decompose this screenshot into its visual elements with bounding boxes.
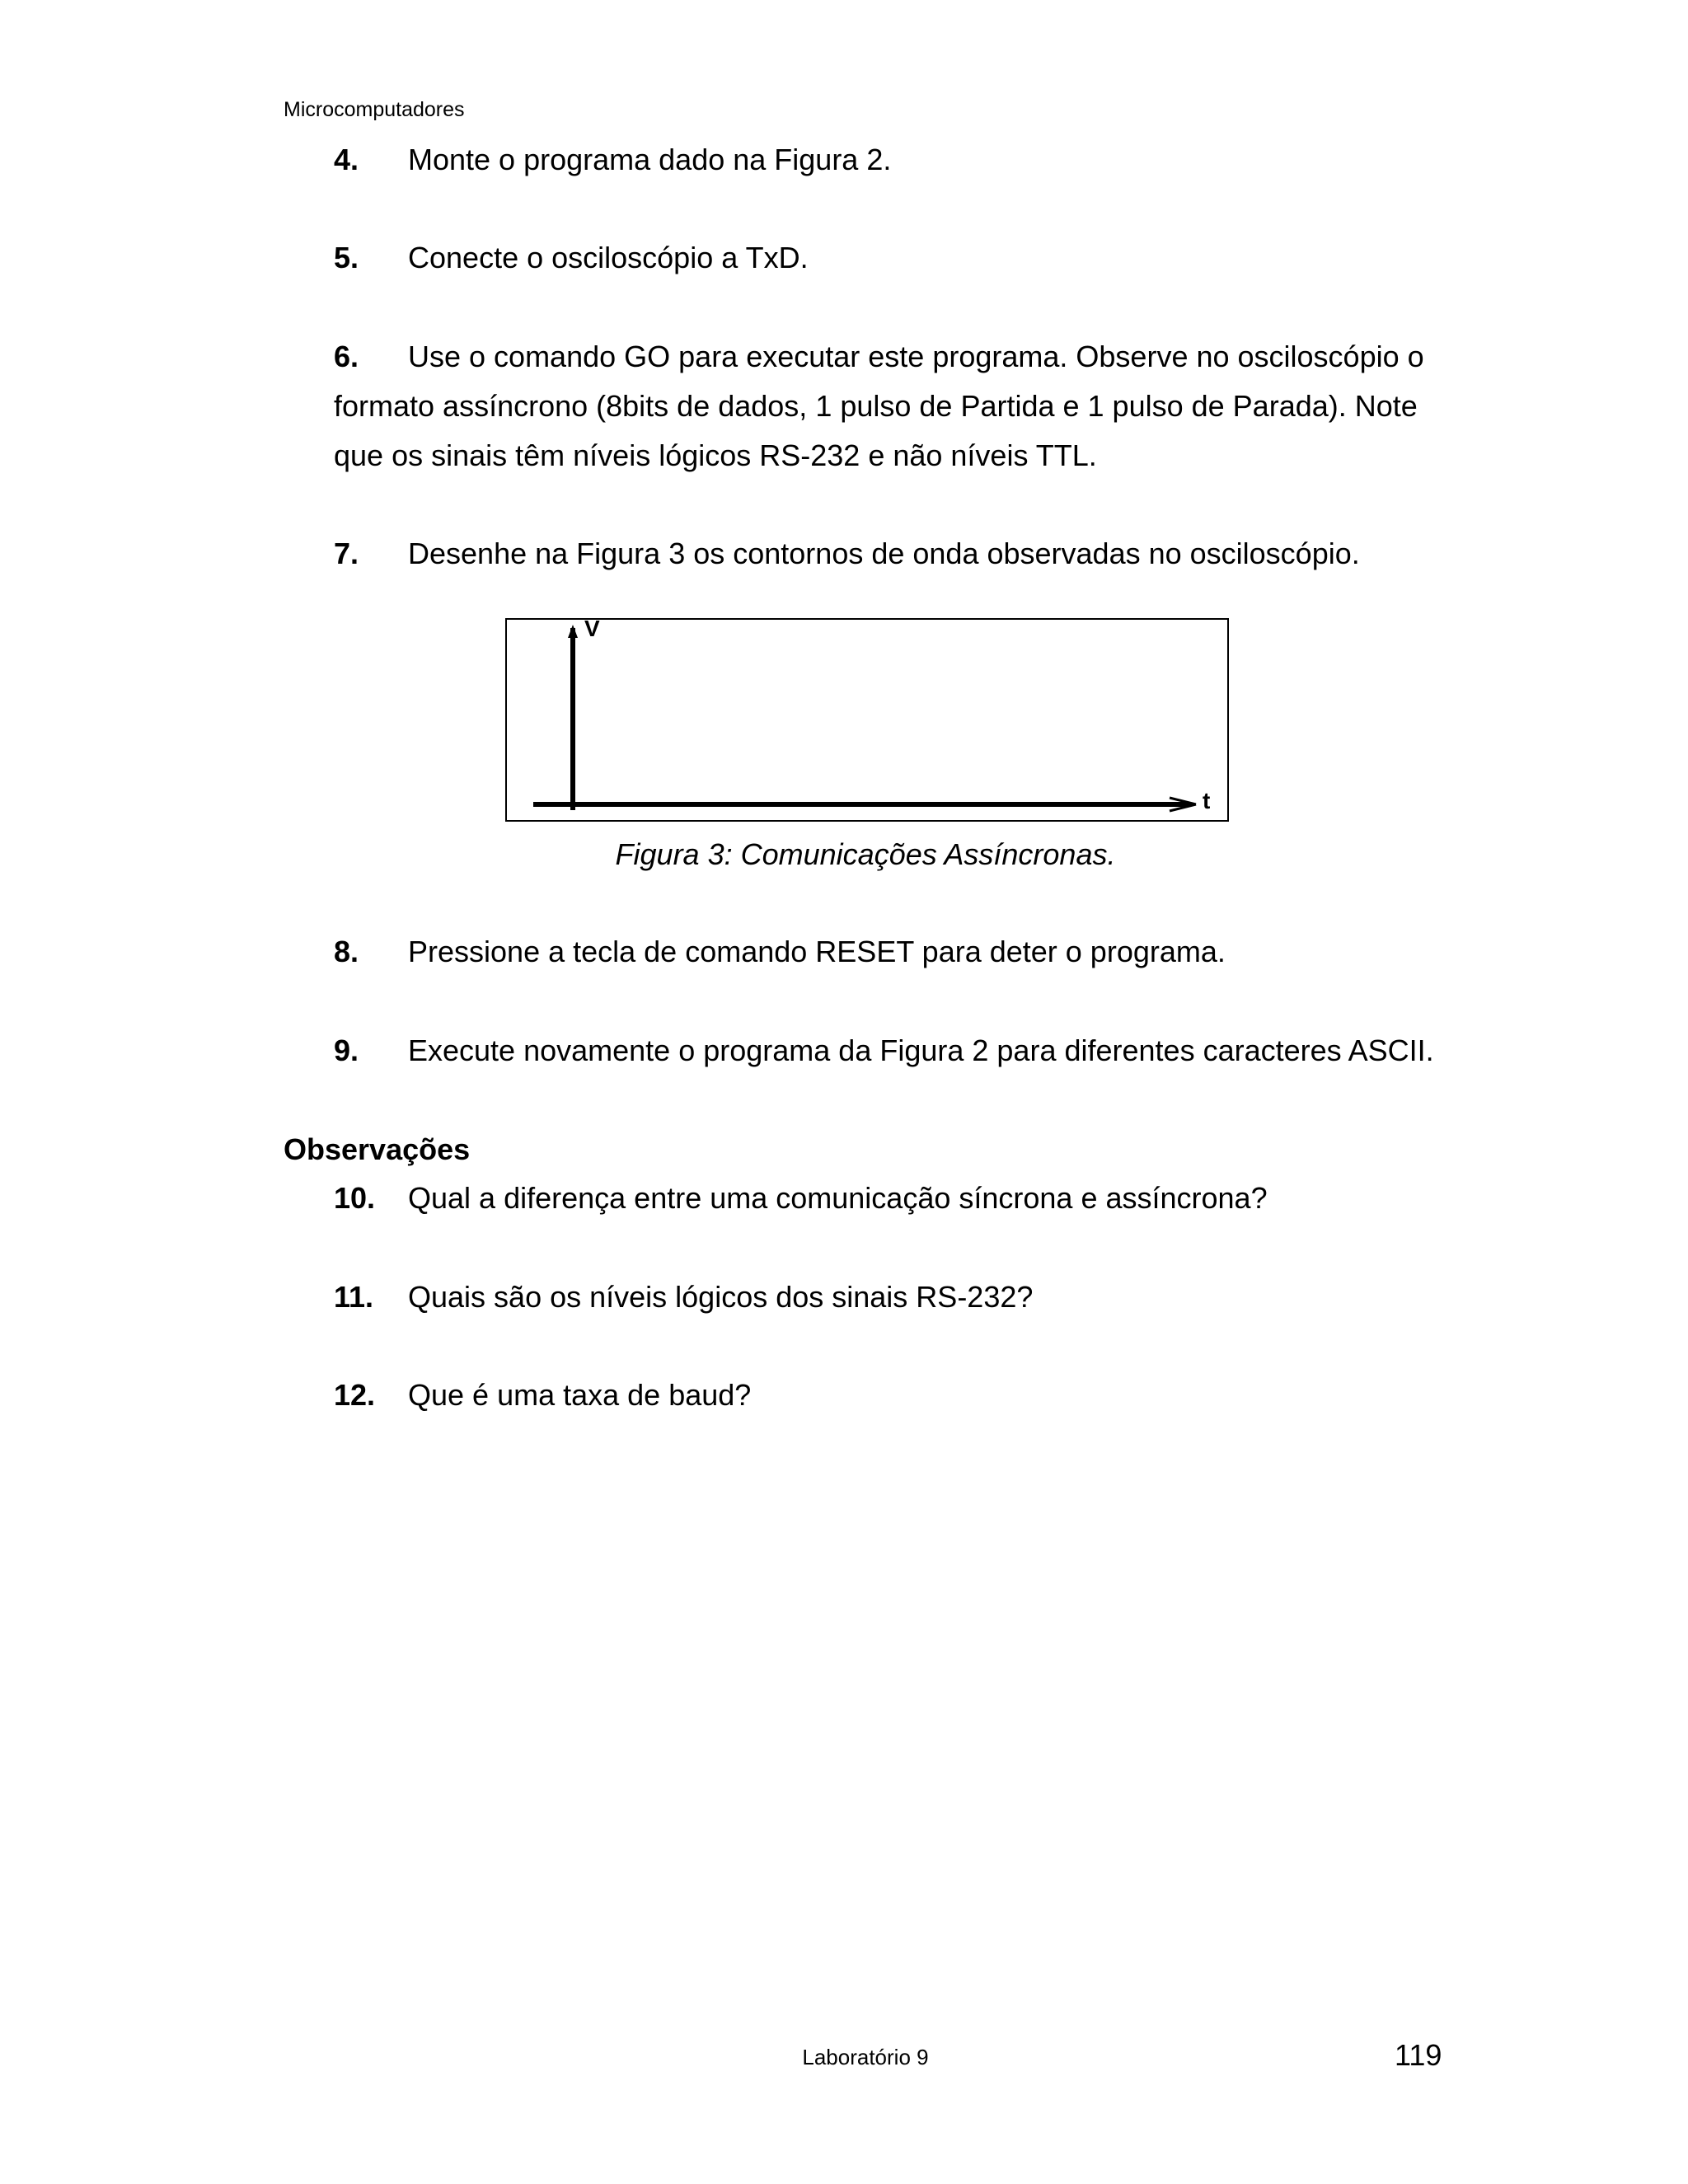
step-number: 5. [334, 241, 359, 274]
step-text: Use o comando GO para executar este programa. Observe no osciloscópio o [408, 340, 1424, 373]
blank-axes [505, 618, 1229, 822]
question-10 [334, 1174, 1488, 1223]
figure-caption: Figura 3: Comunicações Assíncronas. [615, 837, 1116, 871]
step-text: Execute novamente o programa da Figura 2 para diferentes caracteres ASCII. [408, 1033, 1434, 1067]
step-6 [334, 332, 1488, 480]
step-number: 4. [334, 143, 359, 176]
figure-frame [506, 619, 1228, 821]
question-number: 11. [334, 1280, 374, 1314]
step-5 [334, 233, 1488, 283]
question-text: Qual a diferença entre uma comunicação síncrona e assíncrona? [408, 1181, 1268, 1215]
question-11 [334, 1272, 1488, 1322]
question-text: Que é uma taxa de baud? [408, 1378, 752, 1412]
step-text: Desenhe na Figura 3 os contornos de onda observadas no osciloscópio. [408, 537, 1360, 570]
question-text: Quais são os níveis lógicos dos sinais RS-232? [408, 1280, 1034, 1314]
page-number: 119 [1395, 2038, 1442, 2072]
question-number: 12. [334, 1378, 376, 1412]
step-7 [334, 529, 1488, 579]
step-number: 6. [334, 340, 359, 373]
x-axis-label: t [1203, 788, 1211, 813]
y-axis-label: V [584, 618, 600, 641]
step-text: Monte o programa dado na Figura 2. [408, 143, 892, 176]
running-header: Microcomputadores [284, 98, 465, 121]
step-9 [334, 1026, 1488, 1076]
section-heading: Observações [284, 1132, 471, 1166]
step-text-continued: formato assíncrono (8bits de dados, 1 pulso de Partida e 1 pulso de Parada). Note [334, 389, 1418, 423]
step-text-continued: que os sinais têm níveis lógicos RS-232 e não níveis TTL. [334, 438, 1097, 472]
step-4 [334, 135, 1488, 185]
step-8 [334, 927, 1488, 977]
figure-3-blank-plot [505, 618, 1229, 822]
step-number: 7. [334, 537, 359, 570]
step-number: 8. [334, 935, 359, 968]
step-number: 9. [334, 1033, 359, 1067]
question-number: 10. [334, 1181, 376, 1215]
footer-label: Laboratório 9 [802, 2045, 929, 2069]
step-text: Conecte o osciloscópio a TxD. [408, 241, 809, 274]
question-12 [334, 1371, 1488, 1420]
step-text: Pressione a tecla de comando RESET para deter o programa. [408, 935, 1226, 968]
